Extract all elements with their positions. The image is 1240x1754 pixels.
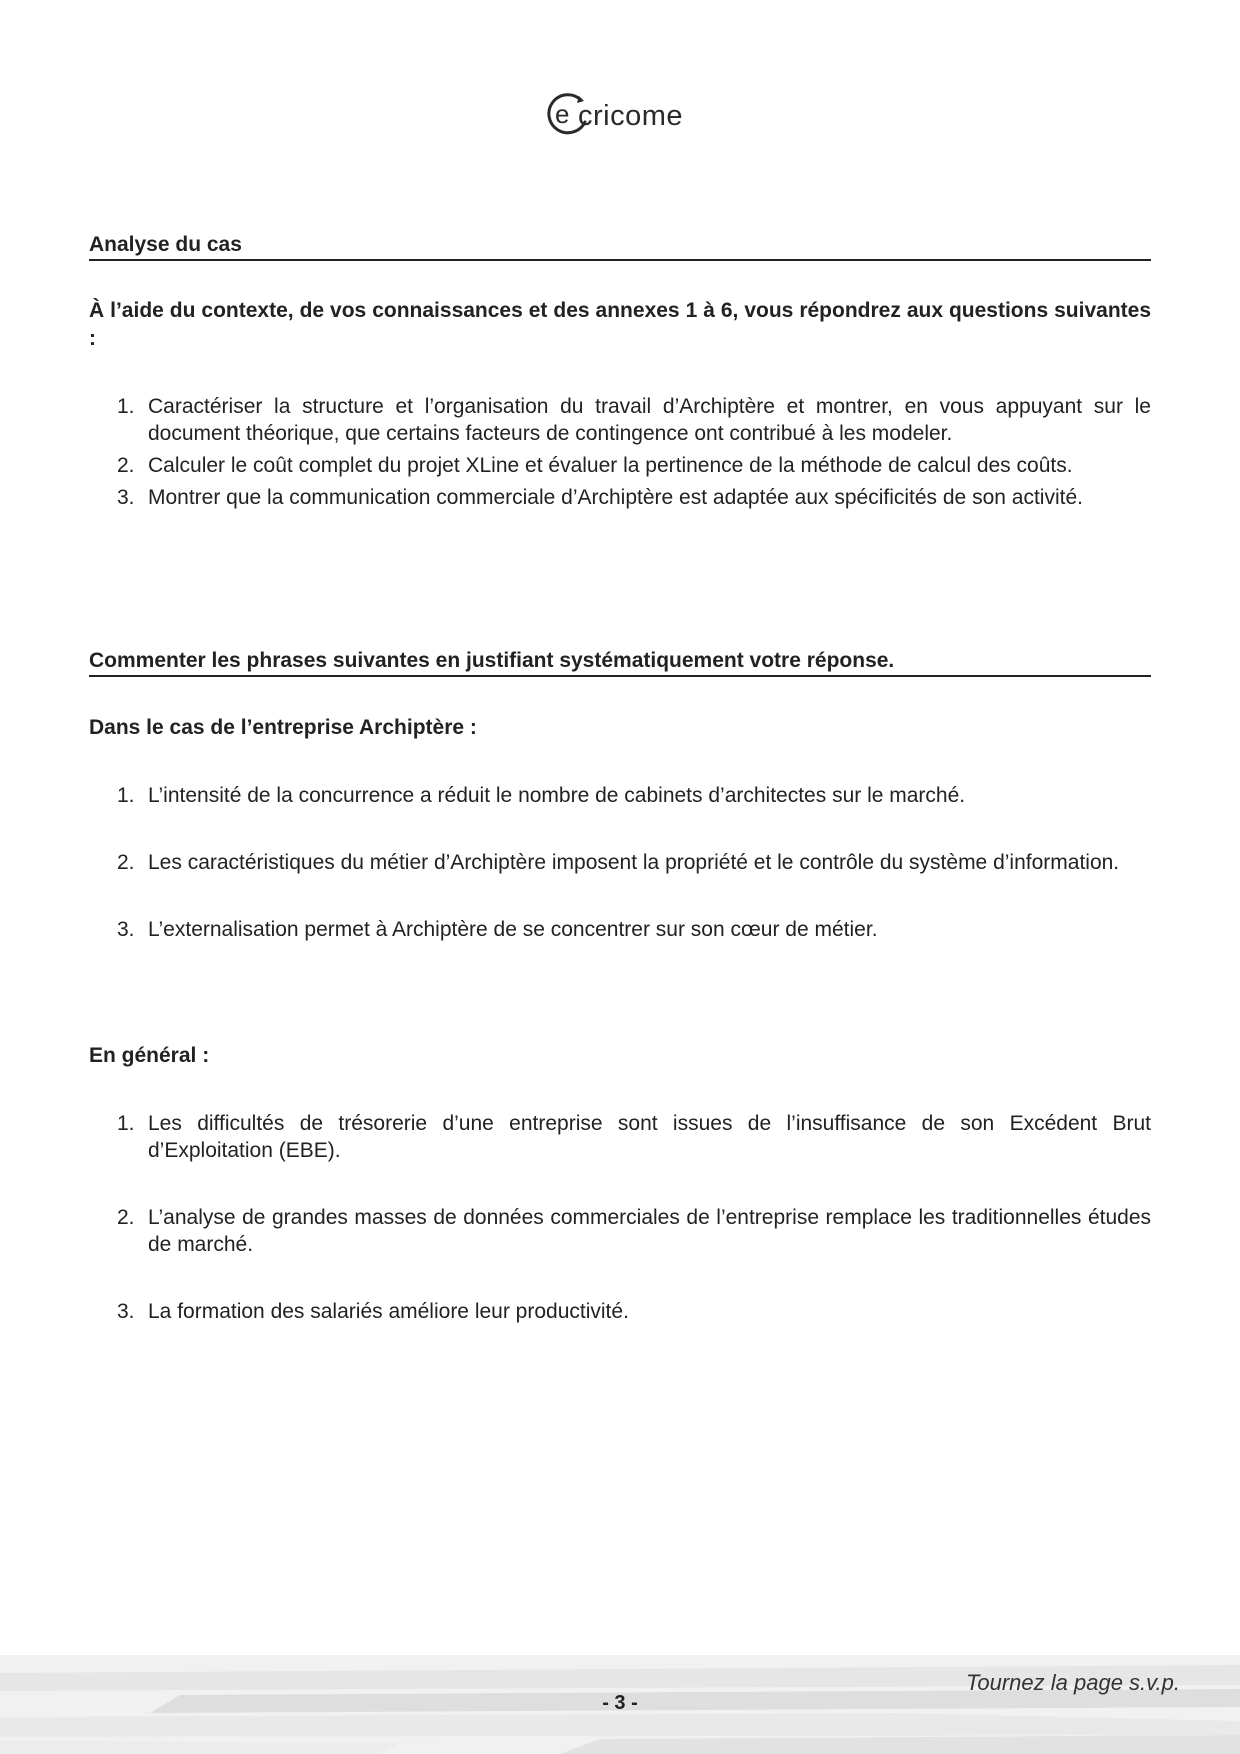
list-item-text: Caractériser la structure et l’organisation du travail d’Archiptère et montrer, en vous appuyant sur le document théorique, que certains facteurs de contingence ont contribué à les modeler. bbox=[148, 395, 1151, 445]
list-item-number: 3. bbox=[117, 918, 135, 941]
section-heading-analyse: Analyse du cas bbox=[89, 232, 1151, 261]
list-item bbox=[89, 393, 1151, 447]
list-item-number: 2. bbox=[117, 454, 135, 477]
list-item-number: 2. bbox=[117, 1206, 135, 1229]
next-page-notice: Tournez la page s.v.p. bbox=[965, 1670, 1180, 1695]
list-item-number: 3. bbox=[117, 486, 135, 509]
intro-instructions: À l’aide du contexte, de vos connaissances et des annexes 1 à 6, vous répondrez aux questions suivantes : bbox=[89, 299, 1151, 350]
section-heading-commenter: Commenter les phrases suivantes en justifiant systématiquement votre réponse. bbox=[89, 648, 1151, 677]
list-item-text: L’externalisation permet à Archiptère de se concentrer sur son cœur de métier. bbox=[148, 918, 878, 941]
case-statements-list bbox=[89, 782, 1151, 983]
list-item-text: Les caractéristiques du métier d’Archiptère imposent la propriété et le contrôle du système d’information. bbox=[148, 851, 1120, 874]
page-number: - 3 - bbox=[602, 1692, 638, 1714]
list-item bbox=[89, 916, 1151, 943]
list-item bbox=[89, 452, 1151, 479]
logo-text: cricome bbox=[578, 99, 684, 132]
list-item bbox=[89, 849, 1151, 876]
list-item bbox=[89, 1298, 1151, 1325]
list-item bbox=[89, 484, 1151, 511]
list-item-text: Les difficultés de trésorerie d’une entreprise sont issues de l’insuffisance de son Excédent Brut d’Exploitation (EBE). bbox=[148, 1112, 1151, 1162]
list-item-text: Montrer que la communication commerciale d’Archiptère est adaptée aux spécificités de son activité. bbox=[148, 486, 1083, 509]
general-subheading: En général : bbox=[89, 1044, 210, 1067]
list-item-text: La formation des salariés améliore leur productivité. bbox=[148, 1300, 629, 1323]
list-item-text: L’intensité de la concurrence a réduit le nombre de cabinets d’architectes sur le marché. bbox=[148, 784, 966, 807]
list-item-number: 1. bbox=[117, 1112, 135, 1135]
list-item-number: 3. bbox=[117, 1300, 135, 1323]
list-item bbox=[89, 782, 1151, 809]
case-subheading: Dans le cas de l’entreprise Archiptère : bbox=[89, 716, 477, 739]
list-item-number: 2. bbox=[117, 851, 135, 874]
general-statements-list bbox=[89, 1110, 1151, 1365]
list-item bbox=[89, 1110, 1151, 1164]
list-item-text: Calculer le coût complet du projet XLine et évaluer la pertinence de la méthode de calcul des coûts. bbox=[148, 454, 1073, 477]
list-item-number: 1. bbox=[117, 784, 135, 807]
ecricome-logo bbox=[544, 90, 683, 138]
list-item-text: L’analyse de grandes masses de données commerciales de l’entreprise remplace les traditionnelles études de marché. bbox=[148, 1206, 1151, 1256]
analysis-questions-list bbox=[89, 393, 1151, 516]
list-item bbox=[89, 1204, 1151, 1258]
list-item-number: 1. bbox=[117, 395, 135, 418]
logo-mark-letter: e bbox=[555, 99, 570, 129]
